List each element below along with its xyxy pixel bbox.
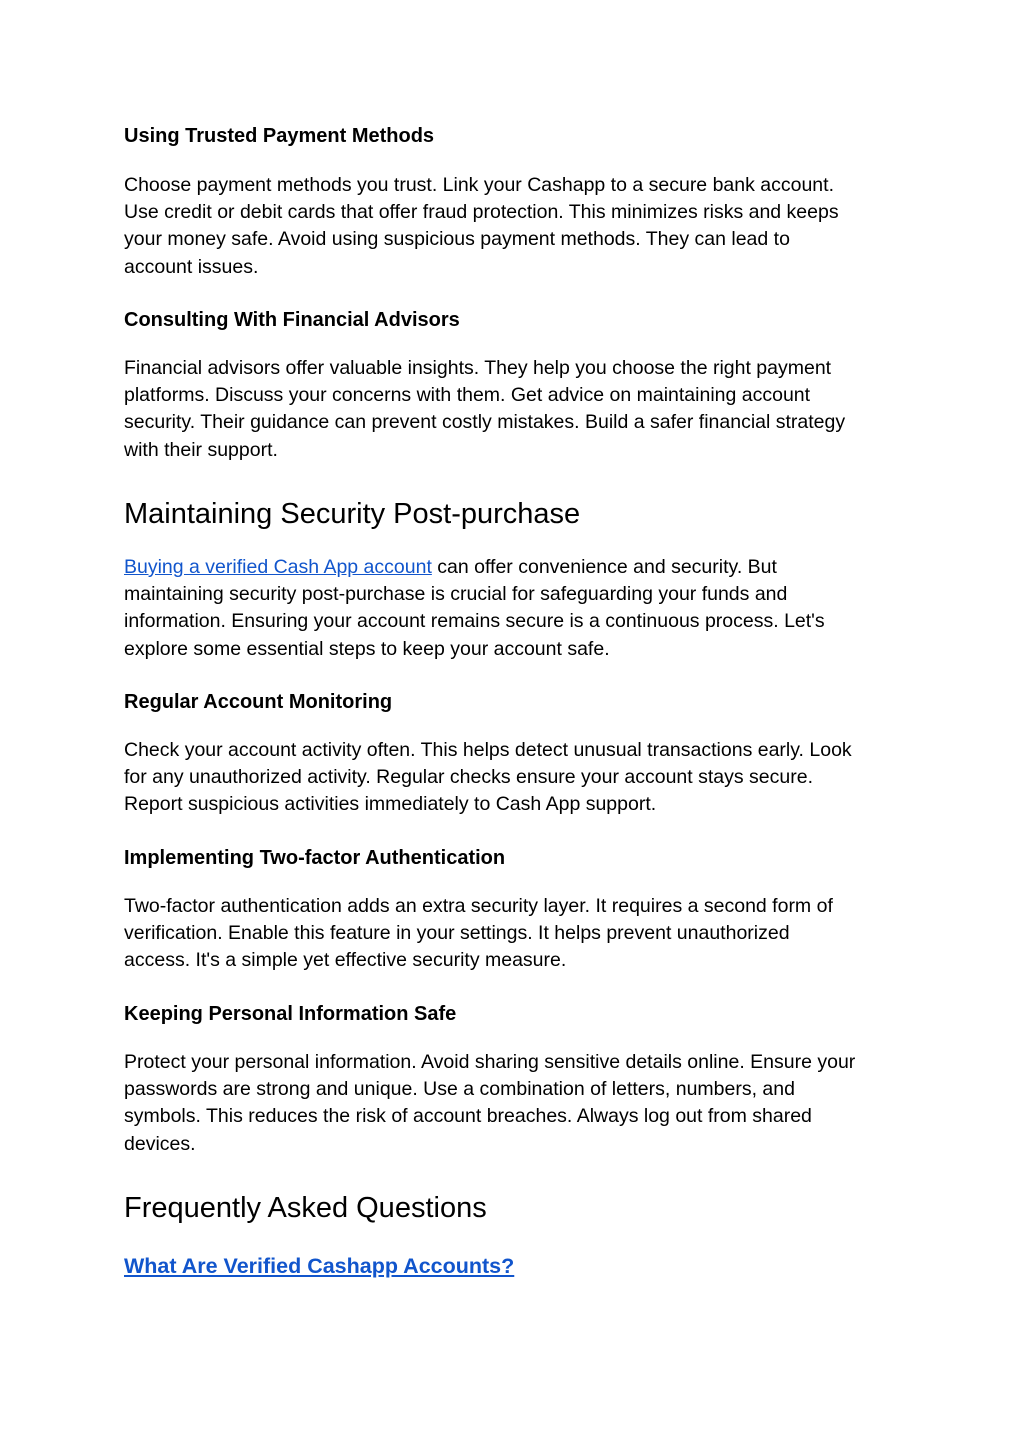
text-line: symbols. This reduces the risk of account breaches. Always log out from shared — [124, 1105, 812, 1128]
heading-frequently-asked-questions: Frequently Asked Questions — [124, 1192, 487, 1224]
heading-consulting-financial-advisors: Consulting With Financial Advisors — [124, 309, 460, 331]
text-line: Two-factor authentication adds an extra security layer. It requires a second form of — [124, 895, 833, 917]
text-line: Financial advisors offer valuable insights. They help you choose the right payment — [124, 357, 832, 379]
text-line: access. It's a simple yet effective security measure. — [124, 949, 567, 972]
text-line: Check your account activity often. This helps detect unusual transactions early. Look — [124, 739, 852, 761]
text-line: platforms. Discuss your concerns with them. Get advice on maintaining account — [124, 384, 811, 407]
paragraph-regular-account-monitoring — [124, 737, 904, 819]
text-line: Report suspicious activities immediately to Cash App support. — [124, 793, 657, 816]
heading-two-factor-authentication: Implementing Two-factor Authentication — [124, 847, 506, 869]
paragraph-trusted-payment-methods — [124, 172, 904, 281]
text-fragment: can offer convenience and security. But — [431, 556, 777, 578]
text-line: your money safe. Avoid using suspicious payment methods. They can lead to — [124, 228, 790, 251]
text-line: verification. Enable this feature in your settings. It helps prevent unauthorized — [124, 922, 790, 945]
heading-maintaining-security-post-purchase: Maintaining Security Post-purchase — [124, 498, 581, 530]
heading-trusted-payment-methods: Using Trusted Payment Methods — [124, 125, 435, 147]
paragraph-personal-information-safe — [124, 1049, 904, 1158]
text-line: information. Ensuring your account remains secure is a continuous process. Let's — [124, 610, 825, 633]
heading-regular-account-monitoring: Regular Account Monitoring — [124, 691, 393, 713]
text-line — [124, 554, 904, 581]
paragraph-maintaining-security-post-purchase — [124, 554, 904, 663]
faq-question-item — [124, 1254, 514, 1279]
text-line: Use credit or debit cards that offer fraud protection. This minimizes risks and keeps — [124, 201, 839, 224]
text-line: security. Their guidance can prevent costly mistakes. Build a safer financial strategy — [124, 411, 846, 434]
text-line: devices. — [124, 1132, 196, 1155]
text-line: for any unauthorized activity. Regular checks ensure your account stays secure. — [124, 766, 813, 789]
paragraph-two-factor-authentication — [124, 893, 904, 975]
text-line: with their support. — [124, 438, 278, 461]
text-line: passwords are strong and unique. Use a combination of letters, numbers, and — [124, 1078, 795, 1101]
heading-personal-information-safe: Keeping Personal Information Safe — [124, 1003, 457, 1025]
text-line: Protect your personal information. Avoid sharing sensitive details online. Ensure your — [124, 1051, 856, 1073]
text-line: account issues. — [124, 255, 259, 278]
buy-verified-account-link[interactable]: Buying a verified Cash App account — [124, 556, 432, 578]
paragraph-consulting-financial-advisors — [124, 355, 904, 464]
text-line: maintaining security post-purchase is crucial for safeguarding your funds and — [124, 583, 788, 606]
faq-link-verified-cashapp-accounts[interactable]: What Are Verified Cashapp Accounts? — [124, 1254, 515, 1278]
text-line: Choose payment methods you trust. Link your Cashapp to a secure bank account. — [124, 174, 834, 196]
text-line: explore some essential steps to keep your account safe. — [124, 637, 610, 660]
